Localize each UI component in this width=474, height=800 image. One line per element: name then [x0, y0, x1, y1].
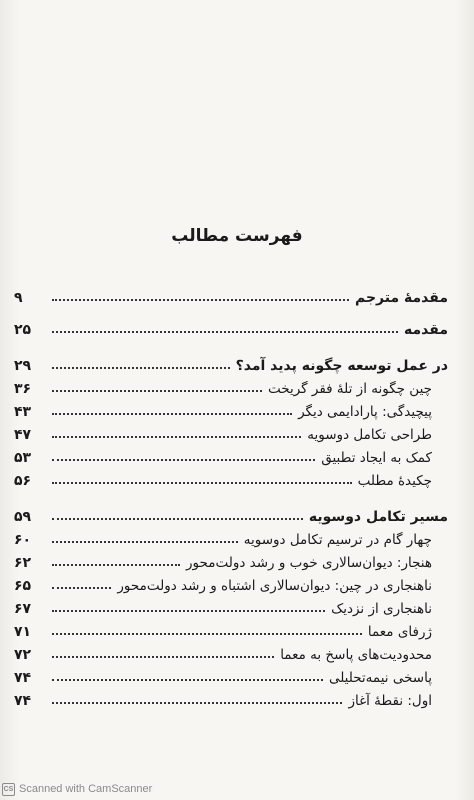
toc-page-number: ۴۷ — [14, 427, 32, 443]
toc-entry — [14, 448, 448, 468]
toc-page-number: ۴۳ — [14, 404, 32, 420]
toc-page-number: ۵۹ — [14, 509, 32, 525]
toc-page-number: ۳۶ — [14, 381, 32, 397]
toc-entry-label: چکیدهٔ مطلب — [357, 473, 432, 489]
toc-entry — [14, 425, 448, 445]
dot-leader — [52, 413, 292, 415]
dot-leader — [52, 367, 230, 369]
toc-entry — [14, 645, 448, 665]
toc-entry — [14, 530, 448, 550]
toc-entry-label: پیچیدگی: پارادایمی دیگر — [298, 404, 432, 420]
toc-entry — [14, 599, 448, 619]
toc-entry — [14, 668, 448, 688]
toc-entry-label: مقدمهٔ مترجم — [354, 290, 448, 306]
toc-entry — [14, 507, 448, 527]
dot-leader — [52, 518, 303, 520]
toc-entry — [14, 691, 448, 711]
dot-leader — [52, 390, 262, 392]
dot-leader — [52, 679, 323, 681]
dot-leader — [52, 299, 349, 301]
toc-page-number: ۷۴ — [14, 693, 32, 709]
toc-entry — [14, 553, 448, 573]
toc-entry-label: هنجار: دیوان‌سالاری خوب و رشد دولت‌محور — [186, 555, 432, 571]
toc-page-number: ۷۱ — [14, 624, 32, 640]
toc-page-number: ۶۵ — [14, 578, 32, 594]
toc-page-number: ۶۲ — [14, 555, 32, 571]
toc-page-number: ۲۵ — [14, 322, 32, 338]
dot-leader — [52, 656, 274, 658]
toc-entry-label: مقدمه — [404, 322, 448, 338]
toc-entry-label: مسیر تکامل دوسویه — [308, 509, 448, 525]
toc-page-number: ۵۶ — [14, 473, 32, 489]
dot-leader — [52, 436, 301, 438]
dot-leader — [52, 541, 238, 543]
toc-entry-label: ناهنجاری از نزدیک — [331, 601, 432, 617]
toc-entry-label: اول: نقطهٔ آغاز — [348, 693, 432, 709]
toc-entry-label: چهار گام در ترسیم تکامل دوسویه — [243, 532, 432, 548]
toc-page-number: ۹ — [14, 290, 23, 306]
dot-leader — [52, 459, 315, 461]
toc-page-number: ۷۲ — [14, 647, 32, 663]
page-title: فهرست مطالب — [171, 226, 303, 246]
dot-leader — [52, 702, 342, 704]
toc-page-number: ۶۷ — [14, 601, 32, 617]
toc-entry-label: ژرفای معما — [367, 624, 432, 640]
dot-leader — [52, 610, 325, 612]
toc-entry — [14, 379, 448, 399]
toc-entry-label: محدودیت‌های پاسخ به معما — [280, 647, 432, 663]
toc-entry-label: چین چگونه از تلهٔ فقر گریخت — [268, 381, 432, 397]
dot-leader — [52, 331, 398, 333]
toc-entry-label: کمک به ایجاد تطبیق — [321, 450, 432, 466]
toc-entry — [14, 356, 448, 376]
toc-entry-label: پاسخی نیمه‌تحلیلی — [328, 670, 432, 686]
toc-entry-label: ناهنجاری در چین: دیوان‌سالاری اشتباه و رشد دولت‌محور — [117, 578, 432, 594]
dot-leader — [52, 482, 352, 484]
toc-entry-label: در عمل توسعه چگونه پدید آمد؟ — [235, 358, 448, 374]
toc-page-number: ۲۹ — [14, 358, 32, 374]
toc-entry — [14, 471, 448, 491]
toc-entry — [14, 402, 448, 422]
toc-page-number: ۶۰ — [14, 532, 32, 548]
dot-leader — [52, 564, 180, 566]
toc-entry-label: طراحی تکامل دوسویه — [307, 427, 432, 443]
toc-entry — [14, 576, 448, 596]
toc-entry — [14, 288, 448, 308]
camscanner-icon: CS — [2, 783, 15, 796]
toc-page-number: ۵۳ — [14, 450, 32, 466]
toc-entry — [14, 622, 448, 642]
scanner-watermark — [2, 782, 152, 796]
toc-page-number: ۷۴ — [14, 670, 32, 686]
watermark-text: Scanned with CamScanner — [19, 783, 153, 795]
dot-leader — [52, 587, 111, 589]
dot-leader — [52, 633, 362, 635]
toc-entry — [14, 320, 448, 340]
